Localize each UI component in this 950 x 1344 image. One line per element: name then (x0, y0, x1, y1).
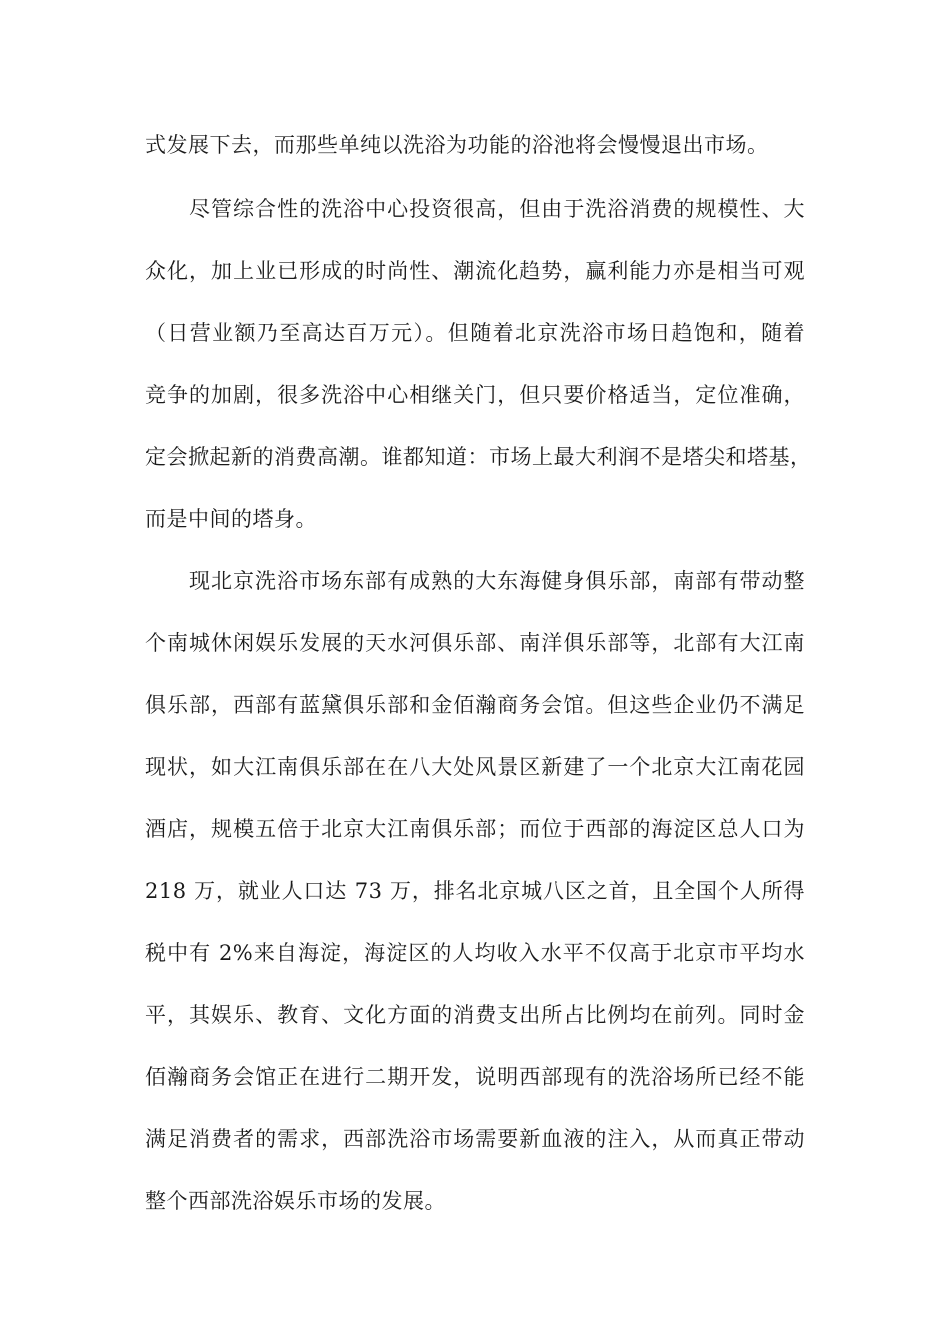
paragraph-2-line-6: 而是中间的塔身。 (145, 507, 317, 531)
paragraph-3-line-4: 现状，如大江南俱乐部在在八大处风景区新建了一个北京大江南花园 (145, 755, 805, 779)
paragraph-2-line-5: 定会掀起新的消费高潮。谁都知道：市场上最大利润不是塔尖和塔基， (145, 445, 812, 469)
paragraph-3-line-6: 218 万，就业人口达 73 万，排名北京城八区之首，且全国个人所得 (145, 879, 805, 903)
paragraph-3-line-1: 现北京洗浴市场东部有成熟的大东海健身俱乐部，南部有带动整 (189, 569, 805, 593)
paragraph-2-line-2: 众化，加上业已形成的时尚性、潮流化趋势，赢利能力亦是相当可观 (145, 259, 805, 283)
paragraph-2-line-4: 竞争的加剧，很多洗浴中心相继关门，但只要价格适当，定位准确， (145, 383, 805, 407)
paragraph-3-line-11: 整个西部洗浴娱乐市场的发展。 (145, 1189, 446, 1213)
paragraph-3-line-3: 俱乐部，西部有蓝黛俱乐部和金佰瀚商务会馆。但这些企业仍不满足 (145, 693, 805, 717)
paragraph-3-line-9: 佰瀚商务会馆正在进行二期开发，说明西部现有的洗浴场所已经不能 (145, 1065, 805, 1089)
paragraph-2-line-1: 尽管综合性的洗浴中心投资很高，但由于洗浴消费的规模性、大 (189, 197, 805, 221)
paragraph-3-line-10: 满足消费者的需求，西部洗浴市场需要新血液的注入，从而真正带动 (145, 1127, 805, 1151)
paragraph-3-line-7: 税中有 2%来自海淀，海淀区的人均收入水平不仅高于北京市平均水 (145, 941, 805, 965)
paragraph-2-line-3: （日营业额乃至高达百万元）。但随着北京洗浴市场日趋饱和，随着 (145, 321, 805, 345)
paragraph-3-line-8: 平，其娱乐、教育、文化方面的消费支出所占比例均在前列。同时金 (145, 1003, 805, 1027)
paragraph-1-line-1: 式发展下去，而那些单纯以洗浴为功能的浴池将会慢慢退出市场。 (145, 133, 769, 157)
paragraph-3-line-5: 酒店，规模五倍于北京大江南俱乐部；而位于西部的海淀区总人口为 (145, 817, 805, 841)
paragraph-3-line-2: 个南城休闲娱乐发展的天水河俱乐部、南洋俱乐部等，北部有大江南 (145, 631, 805, 655)
